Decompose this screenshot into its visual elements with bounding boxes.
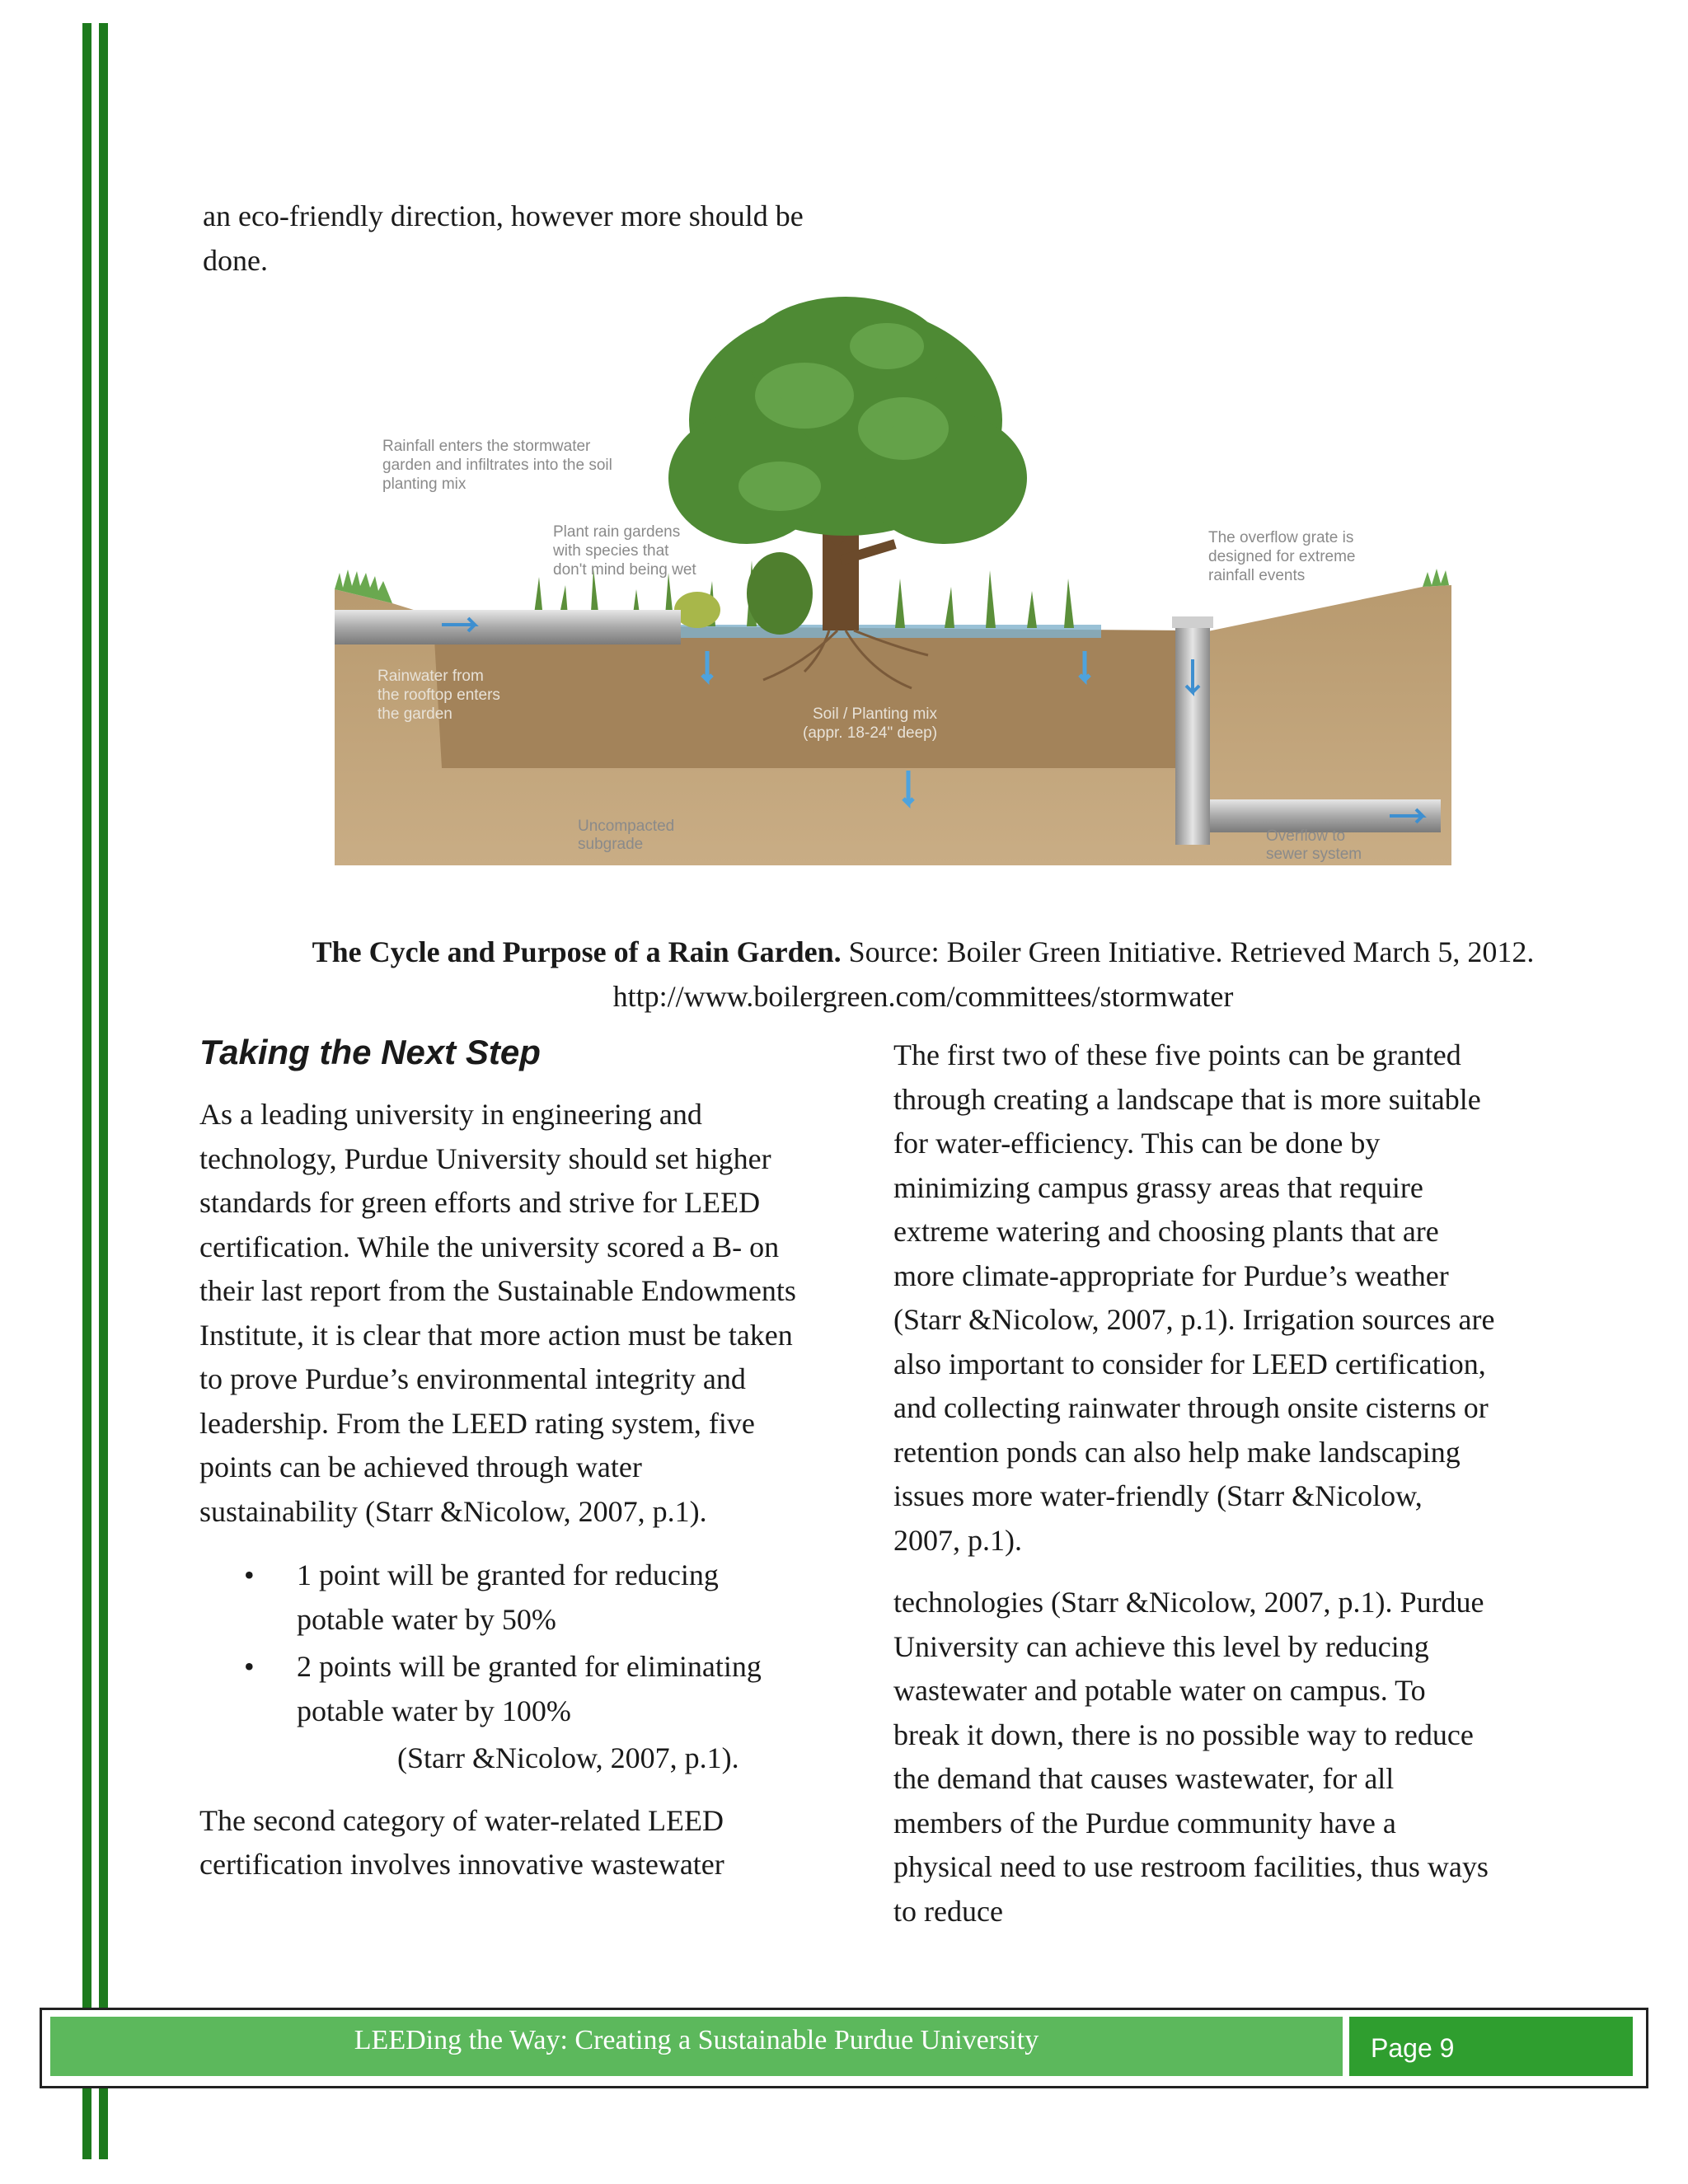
caption-rest: Source: Boiler Green Initiative. Retrieved March 5, 2012. http://www.boilergreen.com/committees/stormwater [612, 935, 1535, 1013]
label-soil-1: Soil / Planting mix [813, 705, 938, 723]
label-outlet-2: sewer system [1266, 846, 1362, 863]
left-border-bar-inner [99, 23, 108, 2159]
page-footer [40, 2008, 1648, 2088]
footer-title: LEEDing the Way: Creating a Sustainable Purdue University [354, 2025, 1039, 2055]
caption-bold: The Cycle and Purpose of a Rain Garden. [312, 935, 842, 968]
label-roof-2: the rooftop enters [377, 687, 500, 704]
intro-text: an eco-friendly direction, however more should be done. [203, 199, 804, 277]
bullet-citation: (Starr &Nicolow, 2007, p.1). [397, 1741, 739, 1774]
left-paragraph-2: The second category of water-related LEED certification involves innovative wastewater [199, 1803, 724, 1881]
left-column [199, 1029, 801, 1887]
label-outlet-1: Overflow to [1266, 827, 1346, 845]
right-column [893, 1033, 1495, 1933]
list-item: • 2 points will be granted for eliminating potable water by 100% [244, 1650, 762, 1727]
label-subgrade-2: subgrade [578, 836, 644, 853]
label-roof-3: the garden [377, 705, 452, 723]
label-overflow-1: The overflow grate is [1208, 529, 1354, 546]
label-rainfall-3: planting mix [382, 476, 467, 493]
rain-garden-diagram [318, 297, 1472, 880]
section-heading: Taking the Next Step [199, 1033, 541, 1071]
label-overflow-2: designed for extreme [1208, 548, 1356, 565]
label-plant-2: with species that [553, 542, 669, 560]
left-border-bar [82, 23, 91, 2159]
page-number: Page 9 [1349, 2017, 1633, 2076]
label-rainfall-1: Rainfall enters the stormwater [382, 438, 591, 455]
label-rainfall-2: garden and infiltrates into the soil [382, 457, 612, 474]
label-plant-3: don't mind being wet [553, 561, 696, 579]
label-subgrade-1: Uncompacted [578, 818, 675, 835]
right-paragraph-1: The first two of these five points can be granted through creating a landscape that is more suitable for water-efficiency. This can be done by minimizing campus grassy areas that require extreme watering and choosing plants that are more climate-appropriate for Purdue’s weather (Starr &Nicolow, 2007, p.1). Irrigation sources are also important to consider for LEED certification, and collecting rainwater through onsite cisterns or retention ponds can also help make landscaping issues more water-friendly (Starr &Nicolow, 2007, p.1). [893, 1038, 1495, 1557]
label-plant-1: Plant rain gardens [553, 523, 681, 541]
figure-caption [280, 930, 1566, 1019]
list-item: • 1 point will be granted for reducing potable water by 50% [244, 1558, 719, 1636]
left-paragraph-1: As a leading university in engineering and technology, Purdue University should set higher standards for green efforts and strive for LEED certification. While the university scored a B- on their last report from the Sustainable Endowments Institute, it is clear that more action must be taken to prove Purdue’s environmental integrity and leadership. From the LEED rating system, five points can be achieved through water sustainability (Starr &Nicolow, 2007, p.1). [199, 1098, 796, 1528]
label-overflow-3: rainfall events [1208, 567, 1306, 584]
label-soil-2: (appr. 18-24" deep) [803, 724, 938, 742]
label-roof-1: Rainwater from [377, 668, 484, 685]
right-paragraph-2: technologies (Starr &Nicolow, 2007, p.1). Purdue University can achieve this level by reducing wastewater and potable water on campus. To break it down, there is no possible way to reduce the demand that causes wastewater, for all members of the Purdue community have a physical need to use restroom facilities, thus ways to reduce [893, 1586, 1489, 1928]
bullet-list [199, 1554, 801, 1733]
